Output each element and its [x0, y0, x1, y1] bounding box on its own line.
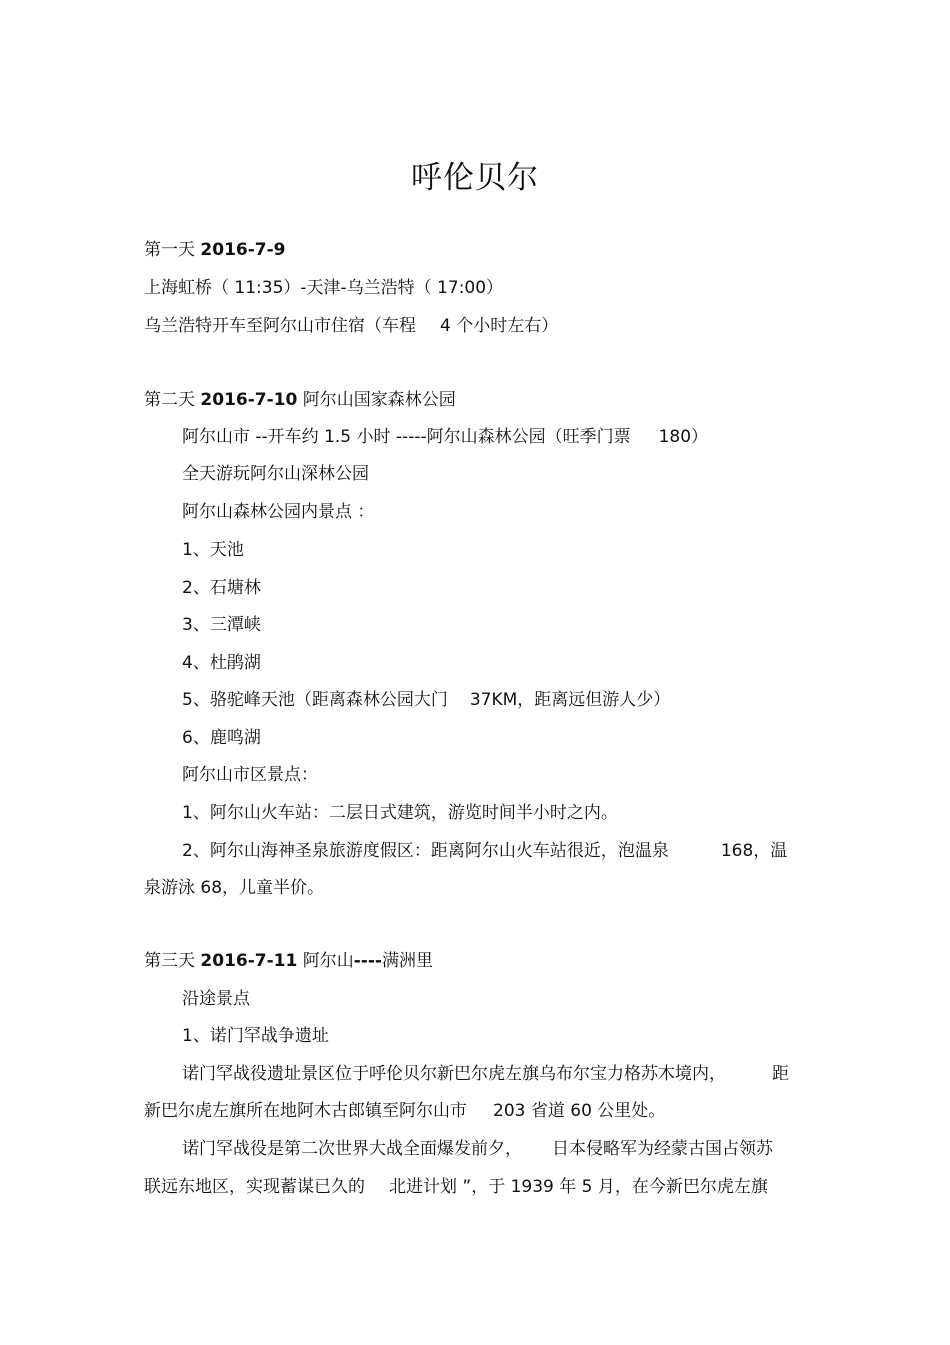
day3-spots-heading: 沿途景点	[182, 989, 250, 1009]
day1-drive-a: 乌兰浩特开车至阿尔山市住宿（车程	[144, 316, 416, 336]
day3-route-dash: ----	[353, 951, 382, 971]
p2-c: 联远东地区，实现蓄谋已久的	[144, 1177, 365, 1197]
day3-route-a: 阿尔山	[302, 951, 354, 971]
day2-label: 第二天	[144, 390, 195, 410]
city-spot-2-b: 168，温	[720, 841, 788, 861]
day2-heading	[144, 388, 809, 412]
day2-date: 2016-7-10	[200, 390, 298, 410]
day2-city-heading: 阿尔山市区景点：	[182, 765, 318, 785]
day3-label: 第三天	[144, 951, 195, 971]
city-spot-2-cont: 泉游泳 68，儿童半价。	[144, 878, 325, 898]
page-title: 呼伦贝尔	[411, 160, 539, 196]
list-item	[182, 688, 847, 712]
p1-d: 203 省道 60 公里处。	[493, 1101, 666, 1121]
day1-date: 2016-7-9	[200, 240, 286, 260]
list-item: 4、杜鹃湖	[182, 653, 261, 673]
day3-route-b: 满洲里	[381, 951, 433, 971]
day2-place: 阿尔山国家森林公园	[302, 390, 456, 410]
city-spot-2	[182, 839, 809, 863]
day1-route: 上海虹桥（ 11:35）-天津-乌兰浩特（ 17:00）	[144, 278, 504, 298]
spot5-b: 37KM，距离远但游人少）	[469, 690, 671, 710]
paragraph-line	[182, 1137, 847, 1161]
city-spot-1: 1、阿尔山火车站：二层日式建筑，游览时间半小时之内。	[182, 803, 618, 823]
p2-d: 北进计划 ”，于 1939 年 5 月，在今新巴尔虎左旗	[389, 1177, 768, 1197]
day2-drive-a: 阿尔山市 --开车约 1.5 小时 -----阿尔山森林公园（旺季门票	[182, 427, 631, 447]
day2-drive-b: 180）	[658, 427, 709, 447]
p1-b: 距	[772, 1064, 789, 1084]
day2-drive	[182, 425, 847, 449]
day2-park-spots-heading: 阿尔山森林公园内景点 ：	[182, 502, 375, 522]
list-item: 6、鹿鸣湖	[182, 728, 261, 748]
paragraph-line	[144, 1175, 809, 1199]
p1-c: 新巴尔虎左旗所在地阿木古郎镇至阿尔山市	[144, 1101, 467, 1121]
day1-heading	[144, 238, 809, 262]
day3-heading	[144, 949, 809, 973]
spot5-a: 5、骆驼峰天池（距离森林公园大门	[182, 690, 448, 710]
day1-drive	[144, 314, 809, 338]
city-spot-2-a: 2、阿尔山海神圣泉旅游度假区：距离阿尔山火车站很近，泡温泉	[182, 841, 669, 861]
list-item: 3、三潭峡	[182, 615, 261, 635]
day1-drive-b: 4 个小时左右）	[440, 316, 559, 336]
day2-tour: 全天游玩阿尔山深林公园	[182, 464, 369, 484]
paragraph-line	[182, 1062, 809, 1086]
list-item: 2、石塘林	[182, 578, 261, 598]
day3-date: 2016-7-11	[200, 951, 298, 971]
paragraph-line	[144, 1099, 809, 1123]
day1-label: 第一天	[144, 240, 195, 260]
p2-a: 诺门罕战役是第二次世界大战全面爆发前夕，	[182, 1139, 522, 1159]
list-item: 1、天池	[182, 540, 244, 560]
p2-b: 日本侵略军为经蒙古国占领苏	[552, 1139, 773, 1159]
p1-a: 诺门罕战役遗址景区位于呼伦贝尔新巴尔虎左旗乌布尔宝力格苏木境内，	[182, 1064, 726, 1084]
list-item: 1、诺门罕战争遗址	[182, 1026, 329, 1046]
